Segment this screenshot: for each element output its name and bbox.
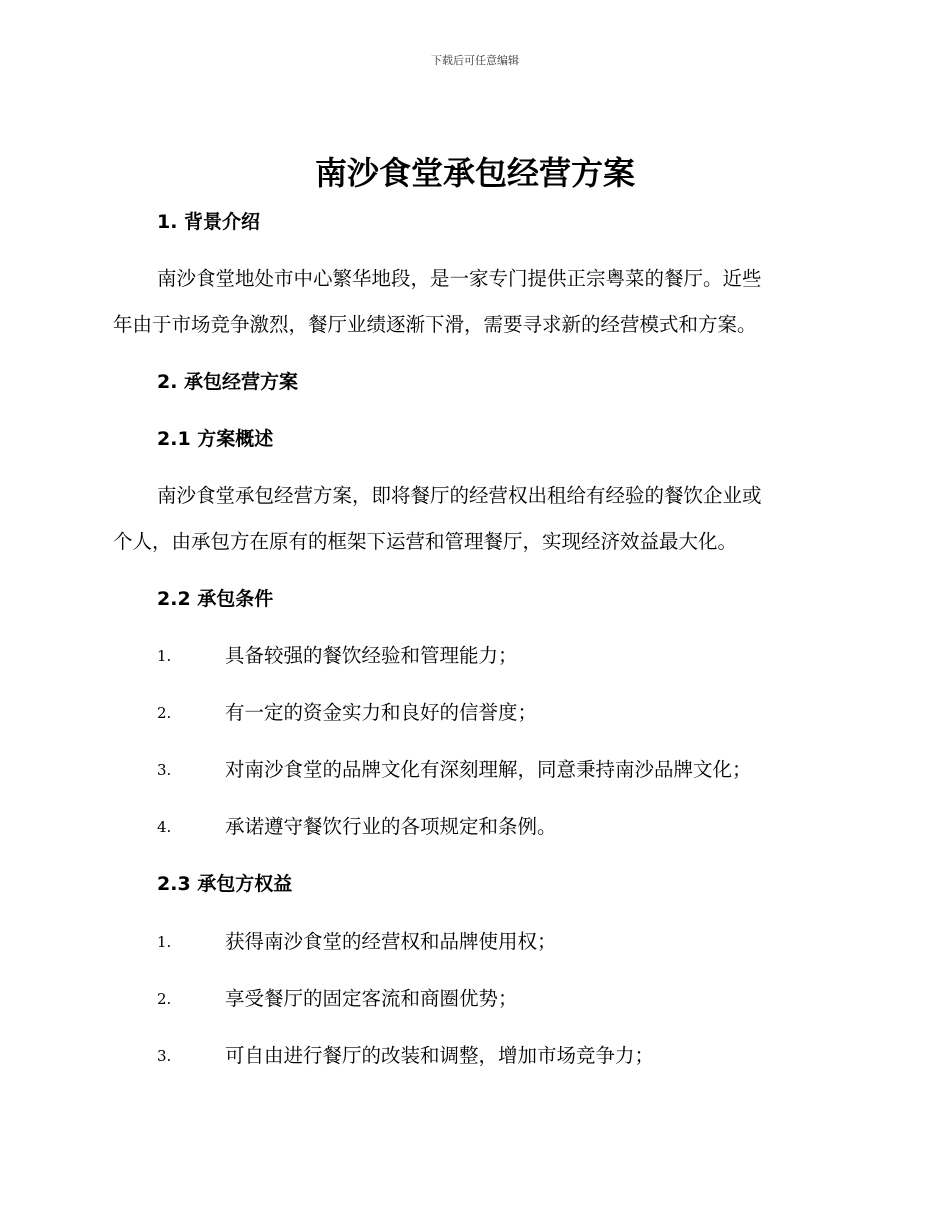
document-title: 南沙食堂承包经营方案 xyxy=(314,154,635,192)
list-item xyxy=(157,699,857,727)
section-2-1-heading: 2.1 方案概述 xyxy=(157,428,274,450)
list-item-number: 1. xyxy=(157,647,172,665)
list-item-text: 具备较强的餐饮经验和管理能力； xyxy=(225,644,518,667)
list-item-number: 3. xyxy=(157,1047,172,1065)
list-item-number: 2. xyxy=(157,990,172,1008)
list-item-text: 对南沙食堂的品牌文化有深刻理解，同意秉持南沙品牌文化； xyxy=(225,758,752,781)
header-note: 下载后可任意编辑 xyxy=(431,54,519,67)
section-2-1-paragraph-line-1: 南沙食堂承包经营方案，即将餐厅的经营权出租给有经验的餐饮企业或 xyxy=(157,484,762,507)
section-1-paragraph-line-2: 年由于市场竞争激烈，餐厅业绩逐渐下滑，需要寻求新的经营模式和方案。 xyxy=(113,313,757,336)
section-2-heading: 2. 承包经营方案 xyxy=(157,371,299,393)
list-item-text: 可自由进行餐厅的改装和调整，增加市场竞争力； xyxy=(225,1044,655,1067)
list-item xyxy=(157,985,857,1013)
list-item-number: 1. xyxy=(157,933,172,951)
list-item xyxy=(157,1042,857,1070)
list-item xyxy=(157,813,857,841)
list-item-text: 获得南沙食堂的经营权和品牌使用权； xyxy=(225,930,557,953)
list-item-text: 有一定的资金实力和良好的信誉度； xyxy=(225,701,538,724)
section-2-1-paragraph-line-2: 个人，由承包方在原有的框架下运营和管理餐厅，实现经济效益最大化。 xyxy=(113,530,738,553)
list-item-number: 2. xyxy=(157,704,172,722)
list-item-number: 4. xyxy=(157,818,172,836)
section-1-heading: 1. 背景介绍 xyxy=(157,211,261,233)
section-2-3-heading: 2.3 承包方权益 xyxy=(157,873,293,895)
list-item-text: 享受餐厅的固定客流和商圈优势； xyxy=(225,987,518,1010)
list-item-number: 3. xyxy=(157,761,172,779)
section-1-paragraph-line-1: 南沙食堂地处市中心繁华地段，是一家专门提供正宗粤菜的餐厅。近些 xyxy=(157,267,762,290)
section-2-2-heading: 2.2 承包条件 xyxy=(157,588,274,610)
list-item xyxy=(157,642,857,670)
list-item xyxy=(157,756,857,784)
list-item-text: 承诺遵守餐饮行业的各项规定和条例。 xyxy=(225,815,557,838)
list-item xyxy=(157,928,857,956)
